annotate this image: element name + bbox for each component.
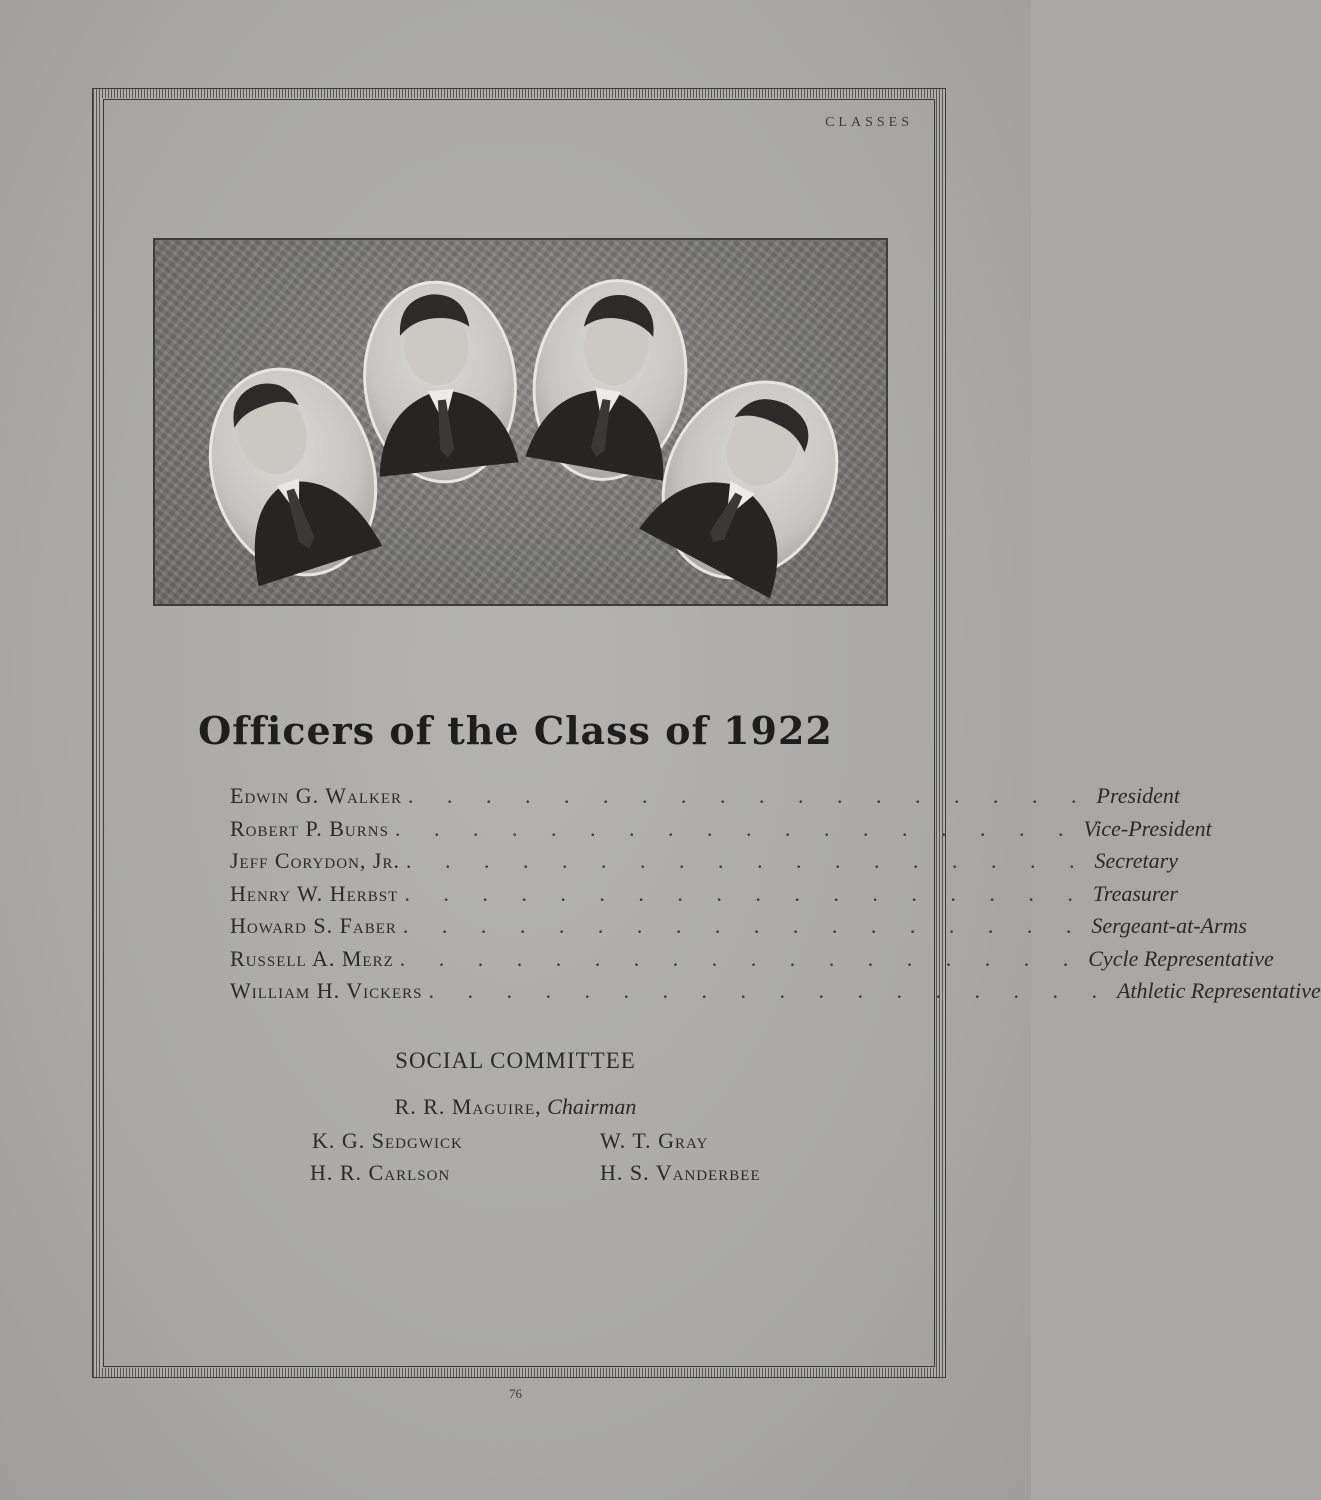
page-title: Officers of the Class of 1922 bbox=[198, 708, 833, 753]
dot-leader: . . . . . . . . . . . . . . . . . . bbox=[406, 848, 1089, 873]
committee-member: K. G. Sedgwick bbox=[312, 1128, 463, 1153]
officer-title: Secretary bbox=[1094, 848, 1178, 873]
portrait-oval-2 bbox=[355, 275, 525, 490]
dot-leader: . . . . . . . . . . . . . . . . . . bbox=[399, 945, 1083, 971]
list-item bbox=[230, 880, 1178, 914]
officer-title: Athletic Representative bbox=[1116, 978, 1321, 1003]
page-number: 76 bbox=[509, 1386, 522, 1401]
committee-heading: SOCIAL COMMITTEE bbox=[395, 1048, 636, 1073]
list-item bbox=[230, 815, 1212, 849]
officer-title: Cycle Representative bbox=[1088, 945, 1274, 971]
list-item bbox=[230, 913, 1247, 946]
officer-title: President bbox=[1096, 783, 1181, 808]
dot-leader: . . . . . . . . . . . . . . . . . . bbox=[404, 880, 1087, 906]
list-item bbox=[230, 945, 1274, 979]
chair-name: R. R. Maguire, bbox=[394, 1094, 542, 1119]
officer-title: Sergeant-at-Arms bbox=[1091, 913, 1247, 938]
dot-leader: . . . . . . . . . . . . . . . . . . bbox=[408, 783, 1091, 808]
list-item bbox=[230, 848, 1178, 881]
officer-name: Russell A. Merz bbox=[230, 945, 394, 971]
committee-member: H. R. Carlson bbox=[310, 1160, 451, 1185]
dot-leader: . . . . . . . . . . . . . . . . . . bbox=[402, 913, 1086, 938]
officer-name: Edwin G. Walker bbox=[230, 783, 403, 808]
officer-name: Jeff Corydon, Jr. bbox=[230, 848, 400, 873]
officer-title: Treasurer bbox=[1092, 880, 1178, 906]
officer-name: Robert P. Burns bbox=[230, 815, 389, 841]
list-item bbox=[230, 978, 1321, 1011]
portrait-group bbox=[155, 240, 890, 608]
officers-list bbox=[230, 783, 1321, 1011]
officer-name: Henry W. Herbst bbox=[230, 880, 399, 906]
chair-role: Chairman bbox=[547, 1094, 637, 1119]
officer-name: William H. Vickers bbox=[230, 978, 423, 1003]
officer-title: Vice-President bbox=[1083, 815, 1212, 841]
dot-leader: . . . . . . . . . . . . . . . . . . bbox=[428, 978, 1111, 1003]
running-head: CLASSES bbox=[825, 115, 913, 130]
officer-name: Howard S. Faber bbox=[230, 913, 397, 938]
committee-member: H. S. Vanderbee bbox=[600, 1160, 761, 1185]
dot-leader: . . . . . . . . . . . . . . . . . . bbox=[394, 815, 1078, 841]
officers-photo-plate bbox=[153, 238, 888, 606]
committee-member: W. T. Gray bbox=[600, 1128, 709, 1153]
committee-chair bbox=[0, 1094, 1031, 1120]
list-item bbox=[230, 783, 1181, 816]
